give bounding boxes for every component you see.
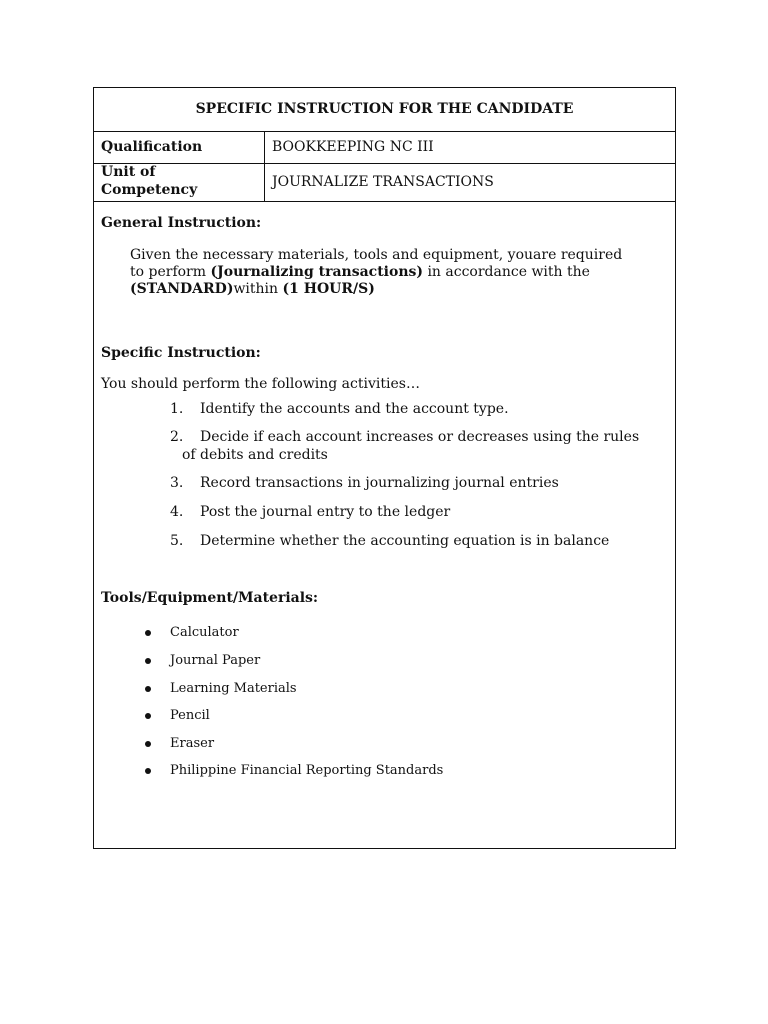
unit-label-line2: Competency [101, 182, 198, 198]
qualification-value: BOOKKEEPING NC III [272, 139, 434, 155]
tool-item: Calculator [170, 625, 239, 640]
divider [94, 163, 675, 164]
tools-heading: Tools/Equipment/Materials: [101, 590, 319, 606]
bullet-icon [145, 713, 151, 719]
qualification-label: Qualification [101, 139, 203, 155]
step-text: Decide if each account increases or decreases using the rules [200, 429, 640, 445]
tool-item: Philippine Financial Reporting Standards [170, 763, 444, 778]
unit-label-line1: Unit of [101, 164, 156, 180]
step-text: Record transactions in journalizing journal entries [200, 475, 559, 491]
unit-value: JOURNALIZE TRANSACTIONS [272, 174, 494, 190]
general-instruction-heading: General Instruction: [101, 215, 262, 231]
step-number: 5. [170, 533, 184, 549]
specific-instruction-heading: Specific Instruction: [101, 345, 261, 361]
step-number: 4. [170, 504, 184, 520]
tool-item: Journal Paper [170, 653, 261, 668]
step-text: Determine whether the accounting equation is in balance [200, 533, 610, 549]
step-number: 2. [170, 429, 184, 445]
bullet-icon [145, 686, 151, 692]
bullet-icon [145, 768, 151, 774]
general-instruction-line3: (STANDARD)within (1 HOUR/S) [130, 281, 375, 297]
divider [94, 201, 675, 202]
step-text-continued: of debits and credits [182, 447, 328, 463]
divider [94, 131, 675, 132]
column-divider [264, 131, 265, 201]
bullet-icon [145, 658, 151, 664]
tool-item: Pencil [170, 708, 210, 723]
tool-item: Learning Materials [170, 681, 297, 696]
instruction-document [93, 87, 676, 849]
step-number: 3. [170, 475, 184, 491]
step-text: Post the journal entry to the ledger [200, 504, 451, 520]
document-title: SPECIFIC INSTRUCTION FOR THE CANDIDATE [195, 101, 574, 117]
step-text: Identify the accounts and the account type. [200, 401, 509, 417]
bullet-icon [145, 741, 151, 747]
general-instruction-line2: to perform (Journalizing transactions) in accordance with the [130, 264, 590, 280]
specific-instruction-intro: You should perform the following activities… [101, 376, 420, 392]
step-number: 1. [170, 401, 184, 417]
bullet-icon [145, 630, 151, 636]
general-instruction-line1: Given the necessary materials, tools and equipment, youare required [130, 247, 623, 263]
tool-item: Eraser [170, 736, 215, 751]
